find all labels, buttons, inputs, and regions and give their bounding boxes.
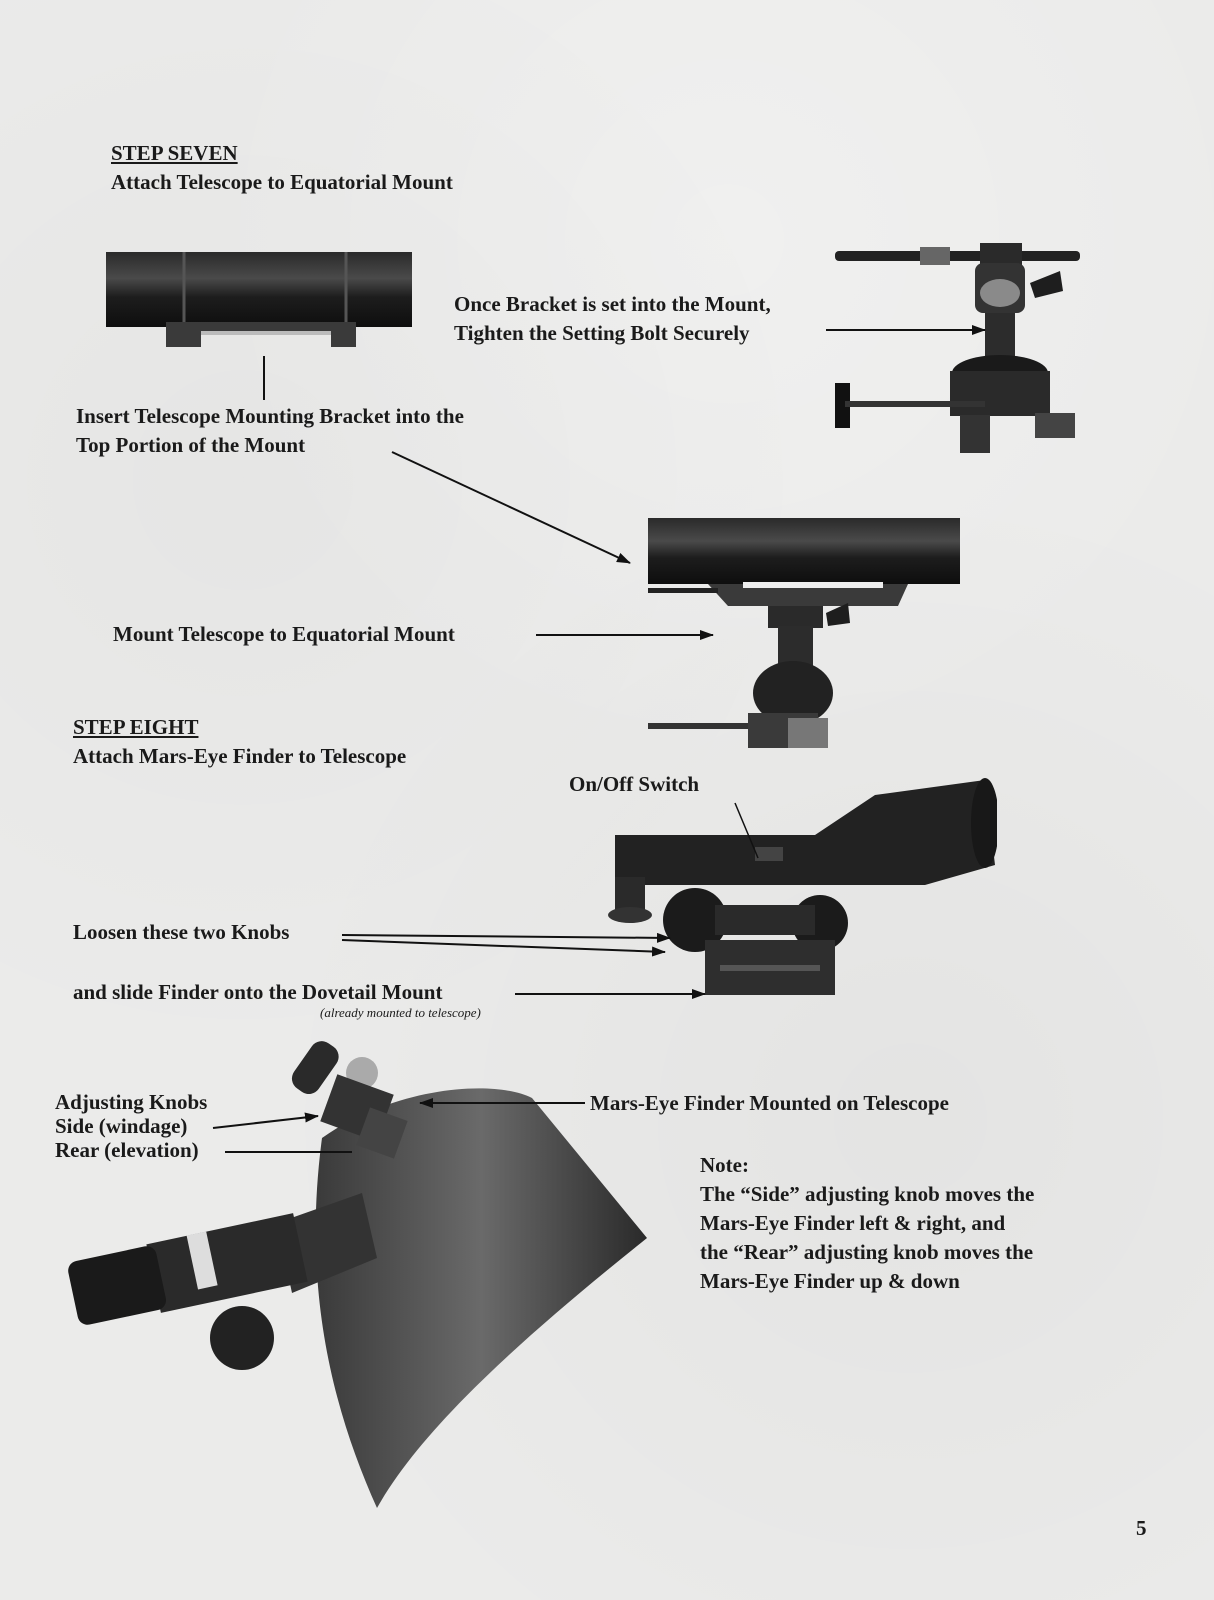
loosen-arrow-2 <box>342 940 665 952</box>
side-knob-arrow <box>213 1116 318 1128</box>
bolt-caption-line1: Once Bracket is set into the Mount, <box>454 292 771 316</box>
note-line-1: The “Side” adjusting knob moves the <box>700 1182 1035 1206</box>
insert-caption-line1: Insert Telescope Mounting Bracket into the <box>76 404 464 428</box>
mount-caption: Mount Telescope to Equatorial Mount <box>113 622 455 646</box>
slide-note: (already mounted to telescope) <box>320 1005 481 1020</box>
bolt-caption-line2: Tighten the Setting Bolt Securely <box>454 321 750 345</box>
loosen-arrow-1 <box>342 935 670 938</box>
insert-caption-line2: Top Portion of the Mount <box>76 433 306 457</box>
knob-rear-label: Rear (elevation) <box>55 1138 199 1162</box>
knobs-title: Adjusting Knobs <box>55 1090 208 1114</box>
knob-side-label: Side (windage) <box>55 1114 188 1138</box>
mounted-caption: Mars-Eye Finder Mounted on Telescope <box>590 1091 949 1115</box>
step-seven-heading: STEP SEVEN <box>111 141 238 165</box>
insert-arrow <box>392 452 630 563</box>
note-line-3: the “Rear” adjusting knob moves the <box>700 1240 1034 1264</box>
loosen-caption: Loosen these two Knobs <box>73 920 290 944</box>
slide-caption: and slide Finder onto the Dovetail Mount <box>73 980 443 1004</box>
step-eight-subheading: Attach Mars-Eye Finder to Telescope <box>73 744 407 768</box>
note-line-4: Mars-Eye Finder up & down <box>700 1269 960 1293</box>
step-seven-subheading: Attach Telescope to Equatorial Mount <box>111 170 453 194</box>
step-eight-heading: STEP EIGHT <box>73 715 199 739</box>
page-number: 5 <box>1136 1516 1147 1540</box>
switch-label: On/Off Switch <box>569 772 700 796</box>
note-title: Note: <box>700 1153 749 1177</box>
note-line-2: Mars-Eye Finder left & right, and <box>700 1211 1006 1235</box>
switch-pointer <box>735 803 758 858</box>
